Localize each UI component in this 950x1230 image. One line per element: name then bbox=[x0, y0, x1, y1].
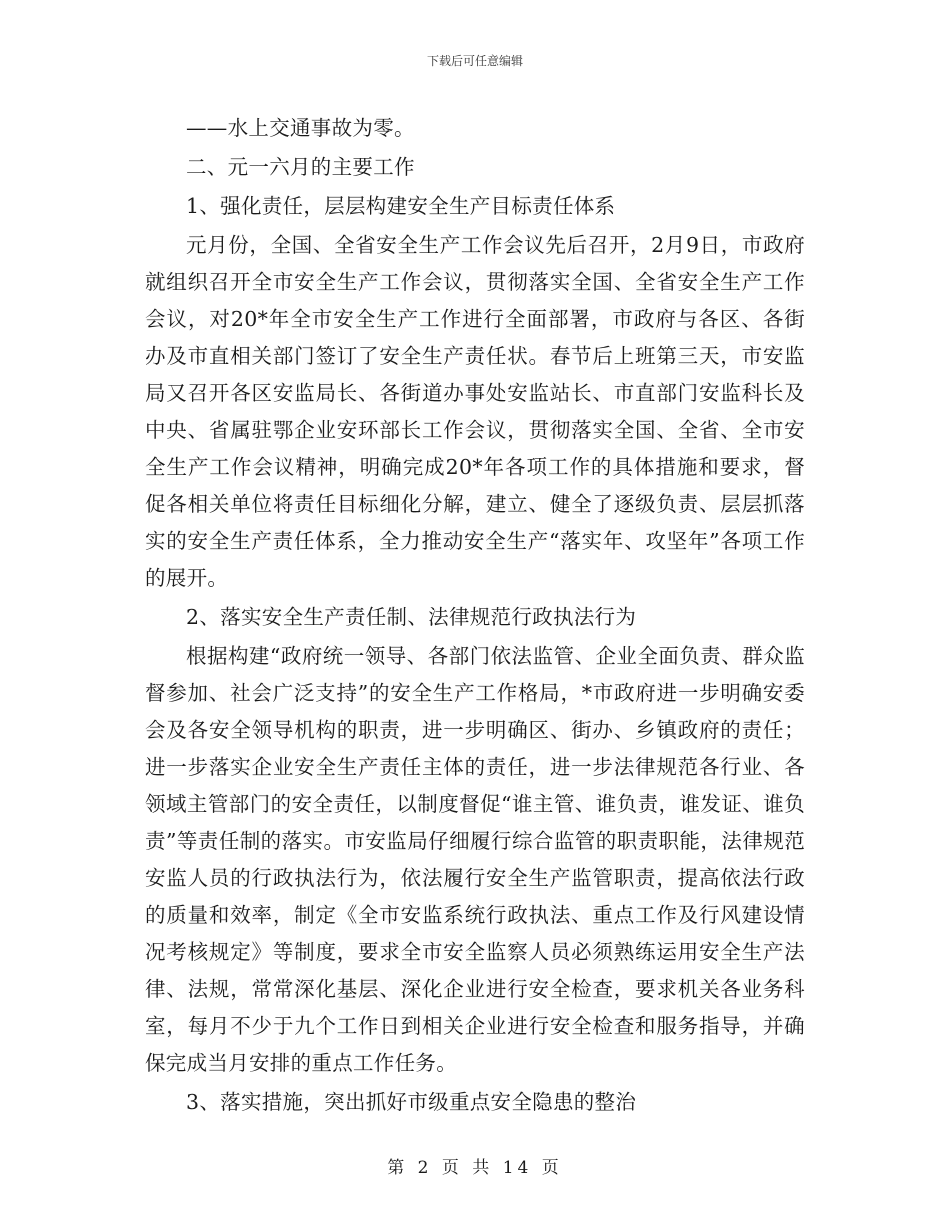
paragraph-responsibility: 元月份，全国、全省安全生产工作会议先后召开，2月9日，市政府就组织召开全市安全生产工作会议，贯彻落实全国、全省安全生产工作会议，对20*年全市安全生产工作进行全面部署，市政府与各区、各街办及市直相关部门签订了安全生产责任状。春节后上班第三天，市安监局又召开各区安监局长、各街道办事处安监站长、市直部门安监科长及中央、省属驻鄂企业安环部长工作会议，贯彻落实全国、全省、全市安全生产工作会议精神，明确完成20*年各项工作的具体措施和要求，督促各相关单位将责任目标细化分解，建立、健全了逐级负责、层层抓落实的安全生产责任体系，全力推动安全生产“落实年、攻坚年”各项工作的展开。 bbox=[145, 233, 805, 590]
page-number-footer: 第 2 页 共 14 页 bbox=[387, 1158, 563, 1178]
paragraph-law-enforcement: 根据构建“政府统一领导、各部门依法监管、企业全面负责、群众监督参加、社会广泛支持”的安全生产工作格局，*市政府进一步明确安委会及各安全领导机构的职责，进一步明确区、街办、乡镇政府的责任；进一步落实企业安全生产责任主体的责任，进一步法律规范各行业、各领域主管部门的安全责任，以制度督促“谁主管、谁负责，谁发证、谁负责”等责任制的落实。市安监局仔细履行综合监管的职责职能，法律规范安监人员的行政执法行为，依法履行安全生产监管职责，提高依法行政的质量和效率，制定《全市安监系统行政执法、重点工作及行风建设情况考核规定》等制度，要求全市安全监察人员必须熟练运用安全生产法律、法规，常常深化基层、深化企业进行安全检查，要求机关各业务科室，每月不少于九个工作日到相关企业进行安全检查和服务指导，并确保完成当月安排的重点工作任务。 bbox=[145, 644, 805, 1075]
subheading-responsibility: 1、强化责任，层层构建安全生产目标责任体系 bbox=[186, 194, 616, 218]
paragraph-water-traffic: ——水上交通事故为零。 bbox=[186, 116, 415, 140]
section-heading-main-work: 二、元一六月的主要工作 bbox=[186, 155, 415, 179]
subheading-hazard-remediation: 3、落实措施，突出抓好市级重点安全隐患的整治 bbox=[186, 1090, 637, 1114]
document-body bbox=[145, 110, 805, 1123]
subheading-law-enforcement: 2、落实安全生产责任制、法律规范行政执法行为 bbox=[186, 605, 637, 629]
page-header: 下载后可任意编辑 bbox=[426, 54, 523, 68]
